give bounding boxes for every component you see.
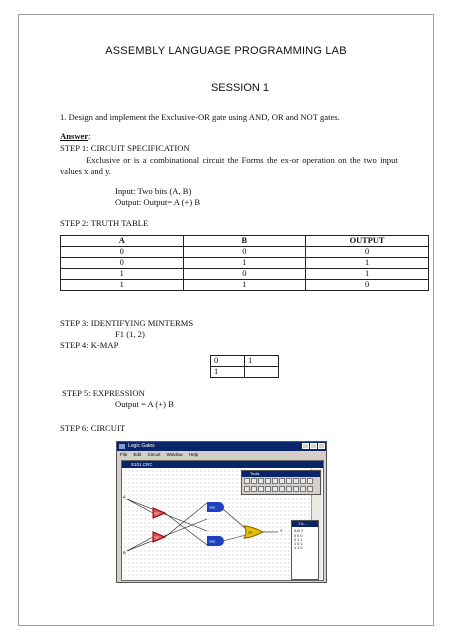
or-gate[interactable] [244,526,263,538]
step4-heading: STEP 4: K-MAP [60,340,119,350]
minterms: F1 (1, 2) [115,329,145,339]
menu-file[interactable]: File [120,452,128,457]
delete-tool-icon[interactable] [279,486,285,492]
pointer-tool-icon[interactable] [244,478,250,484]
probe-tool-icon[interactable] [272,486,278,492]
svg-text:NOT: NOT [154,536,160,540]
menu-circuit[interactable]: Circuit [147,452,161,457]
help-tool-icon[interactable] [293,486,299,492]
table-row [61,258,429,269]
table-row [61,280,429,291]
output-tool-icon[interactable] [300,478,306,484]
k-map [210,355,279,378]
header-output: OUTPUT [306,236,429,247]
rotate-tool-icon[interactable] [286,486,292,492]
step1-description: Exclusive or is a combinational circuit the Forms the ex-or operation on the two input [86,155,398,165]
input-b-label: B [123,550,126,555]
cell: 1 [306,269,429,280]
text-tool-icon[interactable] [265,486,271,492]
svg-text:AND: AND [209,505,216,510]
circuit-screenshot [116,441,327,583]
truth-window-row: 0 0 0 [294,534,303,538]
and-gate-top[interactable] [207,502,224,512]
or-tool-icon[interactable] [258,478,264,484]
cell: 0 [183,269,306,280]
app-title: Logic Gates [128,443,155,449]
kmap-cell: 1 [245,356,279,367]
step1-description-cont: values x and y. [60,166,111,176]
xor-tool-icon[interactable] [286,478,292,484]
cell: 1 [61,280,184,291]
expression: Output = A (+) B [115,399,174,409]
step2-heading: STEP 2: TRUTH TABLE [60,218,149,228]
svg-text:OR: OR [248,530,253,535]
not-gate-b[interactable] [153,532,165,542]
step1-heading: STEP 1: CIRCUIT SPECIFICATION [60,143,190,153]
step5-heading: STEP 5: EXPRESSION [62,388,145,398]
truth-table [60,235,429,291]
svg-text:NOT: NOT [154,512,160,516]
cell: 0 [61,247,184,258]
app-icon [119,444,125,449]
output-spec: Output: Output= A (+) B [115,197,201,207]
question-text: 1. Design and implement the Exclusive-OR gate using AND, OR and NOT gates. [60,112,340,122]
truth-table-header [61,236,429,247]
session-title: SESSION 1 [210,82,270,94]
menu-help[interactable]: Help [188,452,199,457]
answer-label: Answer [60,131,89,141]
cell: 0 [61,258,184,269]
not-tool-icon[interactable] [265,478,271,484]
answer-colon: : [88,131,91,141]
tools-palette [241,470,321,495]
step3-heading: STEP 3: IDENTIFYING MINTERMS [60,318,194,328]
menu-bar [117,451,326,458]
input-tool-icon[interactable] [293,478,299,484]
cell: 1 [183,258,306,269]
tools-title: Tools [242,471,320,477]
maximize-icon[interactable] [310,443,317,449]
wire-tool-icon[interactable] [244,486,250,492]
menu-window[interactable]: Window [166,452,183,457]
truth-table-window [291,520,319,580]
circuit-window-titlebar [122,461,323,468]
cell: 1 [183,280,306,291]
kmap-cell [245,367,279,378]
table-row [61,269,429,280]
minimize-icon[interactable] [302,443,309,449]
menu-edit[interactable]: Edit [133,452,142,457]
and-tool-icon[interactable] [251,478,257,484]
output-y-label: Y [280,528,283,533]
cell: 1 [306,258,429,269]
header-b: B [183,236,306,247]
cell: 0 [306,247,429,258]
table-row [61,247,429,258]
run-tool-icon[interactable] [300,486,306,492]
nor-tool-icon[interactable] [279,478,285,484]
not-gate-a[interactable] [153,508,165,518]
clock-tool-icon[interactable] [251,486,257,492]
app-titlebar [117,442,326,451]
kmap-row [211,367,279,378]
tools-row-1 [242,477,320,485]
cell: 0 [306,280,429,291]
circuit-window-title: S101.CRC [131,462,153,467]
truth-window-row: 0 1 1 [294,538,303,542]
answer-heading [60,131,91,141]
truth-window-head: A B Y [294,529,304,533]
nand-tool-icon[interactable] [272,478,278,484]
truth-window-title: T.A... [292,521,318,527]
and-gate-bottom[interactable] [207,536,224,546]
input-spec: Input: Two bits (A, B) [115,186,192,196]
led-tool-icon[interactable] [307,478,313,484]
tools-row-2 [242,485,320,493]
step6-heading: STEP 6: CIRCUIT [60,423,126,433]
truth-window-row: 1 0 1 [294,542,303,546]
input-a-label: A [123,494,126,499]
cell: 1 [61,269,184,280]
truth-window-row: 1 1 0 [294,546,303,550]
kmap-cell: 0 [211,356,245,367]
svg-text:AND: AND [209,539,216,544]
kmap-cell: 1 [211,367,245,378]
doc-title: ASSEMBLY LANGUAGE PROGRAMMING LAB [105,45,347,57]
close-icon[interactable] [318,443,325,449]
cell: 0 [183,247,306,258]
kmap-row [211,356,279,367]
switch-tool-icon[interactable] [258,486,264,492]
stop-tool-icon[interactable] [307,486,313,492]
header-a: A [61,236,184,247]
